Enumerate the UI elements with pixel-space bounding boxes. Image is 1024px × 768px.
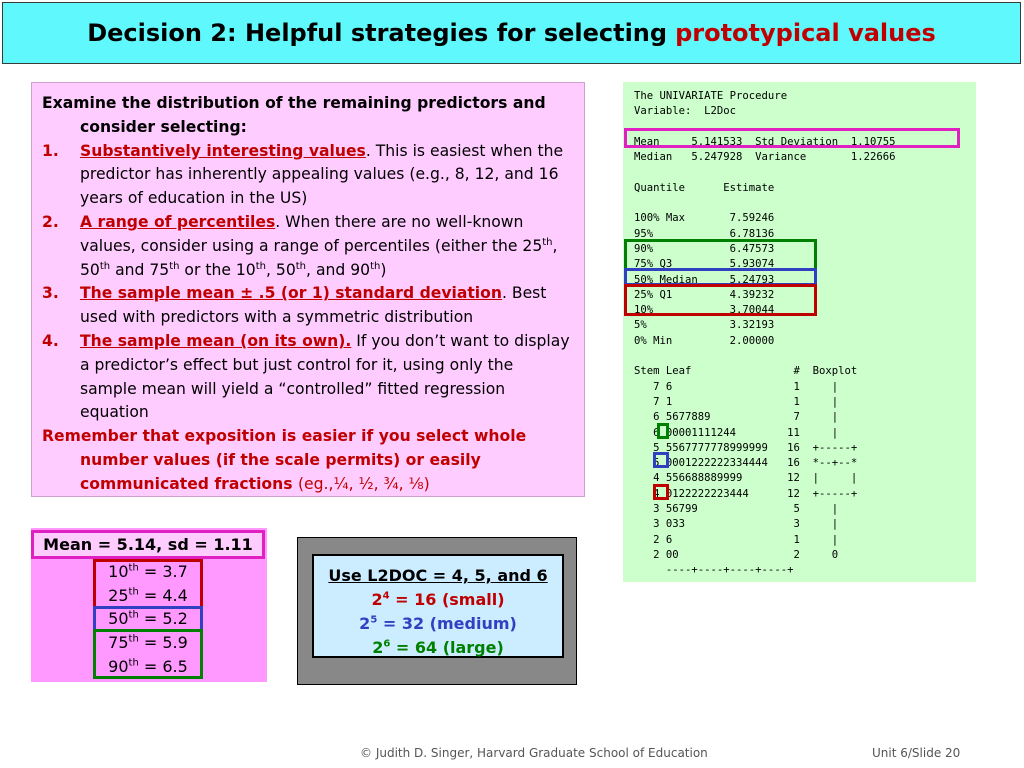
percentile-label: 25: [108, 586, 129, 605]
ordinal-suffix: th: [128, 586, 139, 598]
percentile-value: = 6.5: [138, 657, 188, 676]
title-accent: prototypical values: [675, 19, 936, 47]
remember-note: [42, 425, 574, 496]
remember-text: Remember that exposition is easier if you select whole number values (if the scale permits) or easily communicated fractions: [42, 427, 527, 493]
strategies-intro: Examine the distribution of the remaining predictors and consider selecting:: [42, 94, 546, 136]
l2doc-small: [314, 588, 562, 612]
power-base: 2: [372, 638, 384, 657]
power-base: 2: [371, 590, 383, 609]
strategy-text: ): [380, 260, 387, 279]
low-percentiles-frame: [93, 559, 203, 609]
power-result: = 16 (small): [389, 590, 505, 609]
l2doc-medium: [314, 612, 562, 636]
slide-title: [2, 2, 1021, 64]
strategy-heading: Substantively interesting values: [80, 141, 366, 160]
slide-number: Unit 6/Slide 20: [872, 746, 961, 760]
power-result: = 64 (large): [390, 638, 504, 657]
sas-output-panel: [623, 82, 976, 582]
fraction-examples: (eg.,¼, ½, ¾, ⅛): [297, 474, 430, 493]
percentile-value: = 5.2: [138, 609, 188, 628]
strategy-text: , 50: [80, 236, 558, 279]
strategies-panel: [31, 82, 585, 497]
strategy-text: , and 90: [306, 260, 371, 279]
prototypical-values-panel: [31, 528, 267, 682]
ordinal-suffix: th: [370, 260, 381, 272]
high-percentiles-frame: [93, 629, 203, 679]
percentile-value: = 4.4: [138, 586, 188, 605]
l2doc-callout: [297, 537, 577, 685]
strategy-item-3: [42, 282, 574, 330]
ordinal-suffix: th: [128, 609, 139, 621]
percentile-value: = 5.9: [138, 633, 188, 652]
ordinal-suffix: th: [128, 657, 139, 669]
ordinal-suffix: th: [255, 260, 266, 272]
percentile-value: = 3.7: [138, 562, 188, 581]
ordinal-suffix: th: [99, 260, 111, 272]
strategy-text: or the 10: [179, 260, 256, 279]
strategy-text: . When there are no well-known values, consider using a range of percentiles (either the 25: [80, 212, 543, 255]
percentile-label: 90: [108, 657, 129, 676]
strategy-number: 3.: [42, 284, 59, 303]
strategy-text: . This is easiest when the predictor has inherently appealing values (e.g., 8, 12, and 16 years of education in the US): [80, 141, 564, 208]
l2doc-callout-body: [312, 554, 564, 658]
mean-sd-summary: Mean = 5.14, sd = 1.11: [31, 530, 265, 559]
strategy-heading: A range of percentiles: [80, 212, 276, 231]
ordinal-suffix: th: [295, 260, 307, 272]
strategy-item-2: [42, 211, 574, 282]
strategy-item-4: [42, 330, 574, 425]
power-result: = 32 (medium): [377, 614, 517, 633]
strategy-heading: The sample mean (on its own).: [80, 331, 352, 350]
ordinal-suffix: th: [128, 562, 139, 574]
power-exponent: 6: [383, 638, 391, 650]
l2doc-heading: Use L2DOC = 4, 5, and 6: [328, 566, 548, 585]
strategy-number: 2.: [42, 212, 59, 231]
ordinal-suffix: th: [542, 236, 553, 248]
l2doc-large: [314, 636, 562, 660]
strategy-number: 1.: [42, 141, 59, 160]
percentile-label: 50: [108, 609, 129, 628]
strategy-text: . Best used with predictors with a symmetric distribution: [80, 284, 547, 327]
footer-credit: © Judith D. Singer, Harvard Graduate School of Education: [360, 746, 708, 760]
strategy-text: , 50: [266, 260, 296, 279]
strategy-item-1: [42, 140, 574, 211]
power-base: 2: [359, 614, 371, 633]
strategy-text: If you don’t want to display a predictor’s effect but just control for it, using only the sample mean will yield a “controlled” fitted regression equation: [80, 331, 570, 422]
ordinal-suffix: th: [128, 633, 139, 645]
ordinal-suffix: th: [169, 260, 180, 272]
title-main: Decision 2: Helpful strategies for selecting: [87, 19, 668, 47]
power-exponent: 5: [370, 614, 378, 626]
percentile-label: 10: [108, 562, 129, 581]
strategy-text: and 75: [110, 260, 170, 279]
strategy-heading: The sample mean ± .5 (or 1) standard deviation: [80, 284, 502, 303]
strategy-number: 4.: [42, 331, 59, 350]
power-exponent: 4: [382, 590, 390, 602]
sas-output-text: The UNIVARIATE Procedure Variable: L2Doc Mean 5.141533 Std Deviation 1.10755 Median 5.247928 Variance 1.22666 Quantile Estimate 100% Max 7.59246 95% 6.78136 90% 6.47573 75% Q3 5.93074 50% Median 5.24793 25% Q1 4.39232 10% 3.70044 5% 3.32193 0% Min 2.00000 Stem Leaf # Boxplot 7 6 1 | 7 1 1 | 6 5677889 7 | 6 00001111244 11 | 5 5567777778999999 16 +-----+ 5 0001222222334444 16 *--+--* 4 556688889999 12 | | 4 0122222223444 12 +-----+ 3 56799 5 | 3 033 3 | 2 6 1 | 2 00 2 0 ----+----+----+----+: [634, 90, 896, 577]
percentile-label: 75: [108, 633, 129, 652]
